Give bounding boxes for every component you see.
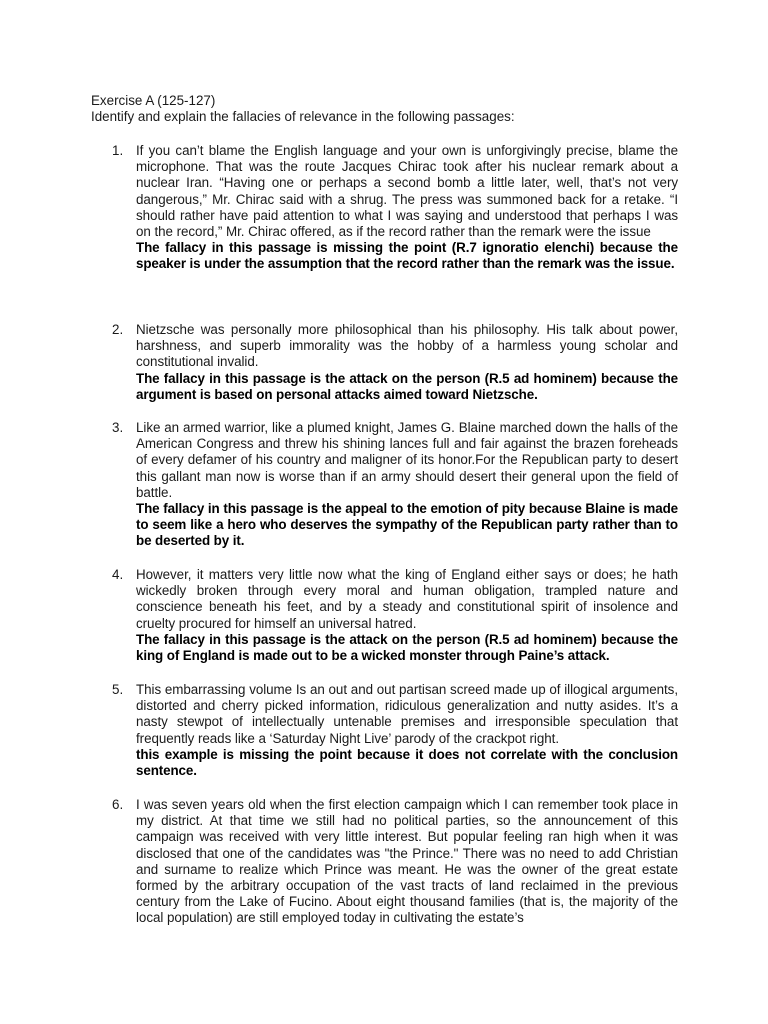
- item-number: 4.: [112, 567, 124, 582]
- item-passage: However, it matters very little now what the king of England either says or does; he hath wickedly broken through every moral and human obligation, trampled nature and conscience beneath his feet, and by a steady and constitutional spirit of insolence and cruelty procured for himself an universal hatred.: [136, 567, 678, 631]
- item-passage: Nietzsche was personally more philosophical than his philosophy. His talk about power, harshness, and superb immorality was the hobby of a harmless young scholar and constitutional invalid.: [136, 322, 678, 370]
- item-passage: If you can’t blame the English language and your own is unforgivingly precise, blame the microphone. That was the route Jacques Chirac took after his nuclear remark about a nuclear Iran. “Having one or perhaps a second bomb a little later, well, that’s not very dangerous,” Mr. Chirac said with a shrug. The press was summoned back for a retake. “I should rather have paid attention to what I was saying and understood that perhaps I was on the record,” Mr. Chirac offered, as if the record rather than the remark were the issue: [136, 143, 678, 240]
- item-number: 2.: [112, 322, 124, 337]
- item-number: 6.: [112, 797, 124, 812]
- item-answer: this example is missing the point because it does not correlate with the conclusion sentence.: [136, 746, 678, 779]
- item-passage: This embarrassing volume Is an out and out partisan screed made up of illogical arguments, distorted and cherry picked information, ridiculous generalization and nutty asides. It’s a nasty stewpot of intellectually untenable premises and irresponsible speculation that frequently reads like a ‘Saturday Night Live’ parody of the crackpot right.: [136, 682, 678, 746]
- item-number: 3.: [112, 420, 124, 435]
- item-answer: The fallacy in this passage is the attack on the person (R.5 ad hominem) because the argument is based on personal attacks aimed toward Nietzsche.: [136, 370, 678, 402]
- item-number: 1.: [112, 143, 124, 158]
- item-answer: The fallacy in this passage is the appeal to the emotion of pity because Blaine is made to seem like a hero who deserves the sympathy of the Republican party rather than to be deserted by it.: [136, 501, 678, 549]
- exercise-title: Exercise A (125-127): [91, 93, 216, 108]
- item-number: 5.: [112, 682, 124, 697]
- item-passage: I was seven years old when the first election campaign which I can remember took place in my district. At that time we still had no political parties, so the announcement of this campaign was received with very little interest. But popular feeling ran high when it was disclosed that one of the candidates was "the Prince." There was no need to add Christian and surname to realize which Prince was meant. He was the owner of the great estate formed by the arbitrary occupation of the vast tracts of land reclaimed in the previous century from the Lake of Fucino. About eight thousand families (that is, the majority of the local population) are still employed today in cultivating the estate’s: [136, 797, 678, 926]
- item-answer: The fallacy in this passage is missing the point (R.7 ignoratio elenchi) because the speaker is under the assumption that the record rather than the remark was the issue.: [136, 240, 678, 272]
- item-answer: The fallacy in this passage is the attack on the person (R.5 ad hominem) because the king of England is made out to be a wicked monster through Paine’s attack.: [136, 631, 678, 664]
- item-passage: Like an armed warrior, like a plumed knight, James G. Blaine marched down the halls of the American Congress and threw his shining lances full and fair against the brazen foreheads of every defamer of his country and maligner of its honor.For the Republican party to desert this gallant man now is worse than if an army should desert their general upon the field of battle.: [136, 420, 678, 500]
- exercise-instructions: Identify and explain the fallacies of relevance in the following passages:: [91, 109, 515, 124]
